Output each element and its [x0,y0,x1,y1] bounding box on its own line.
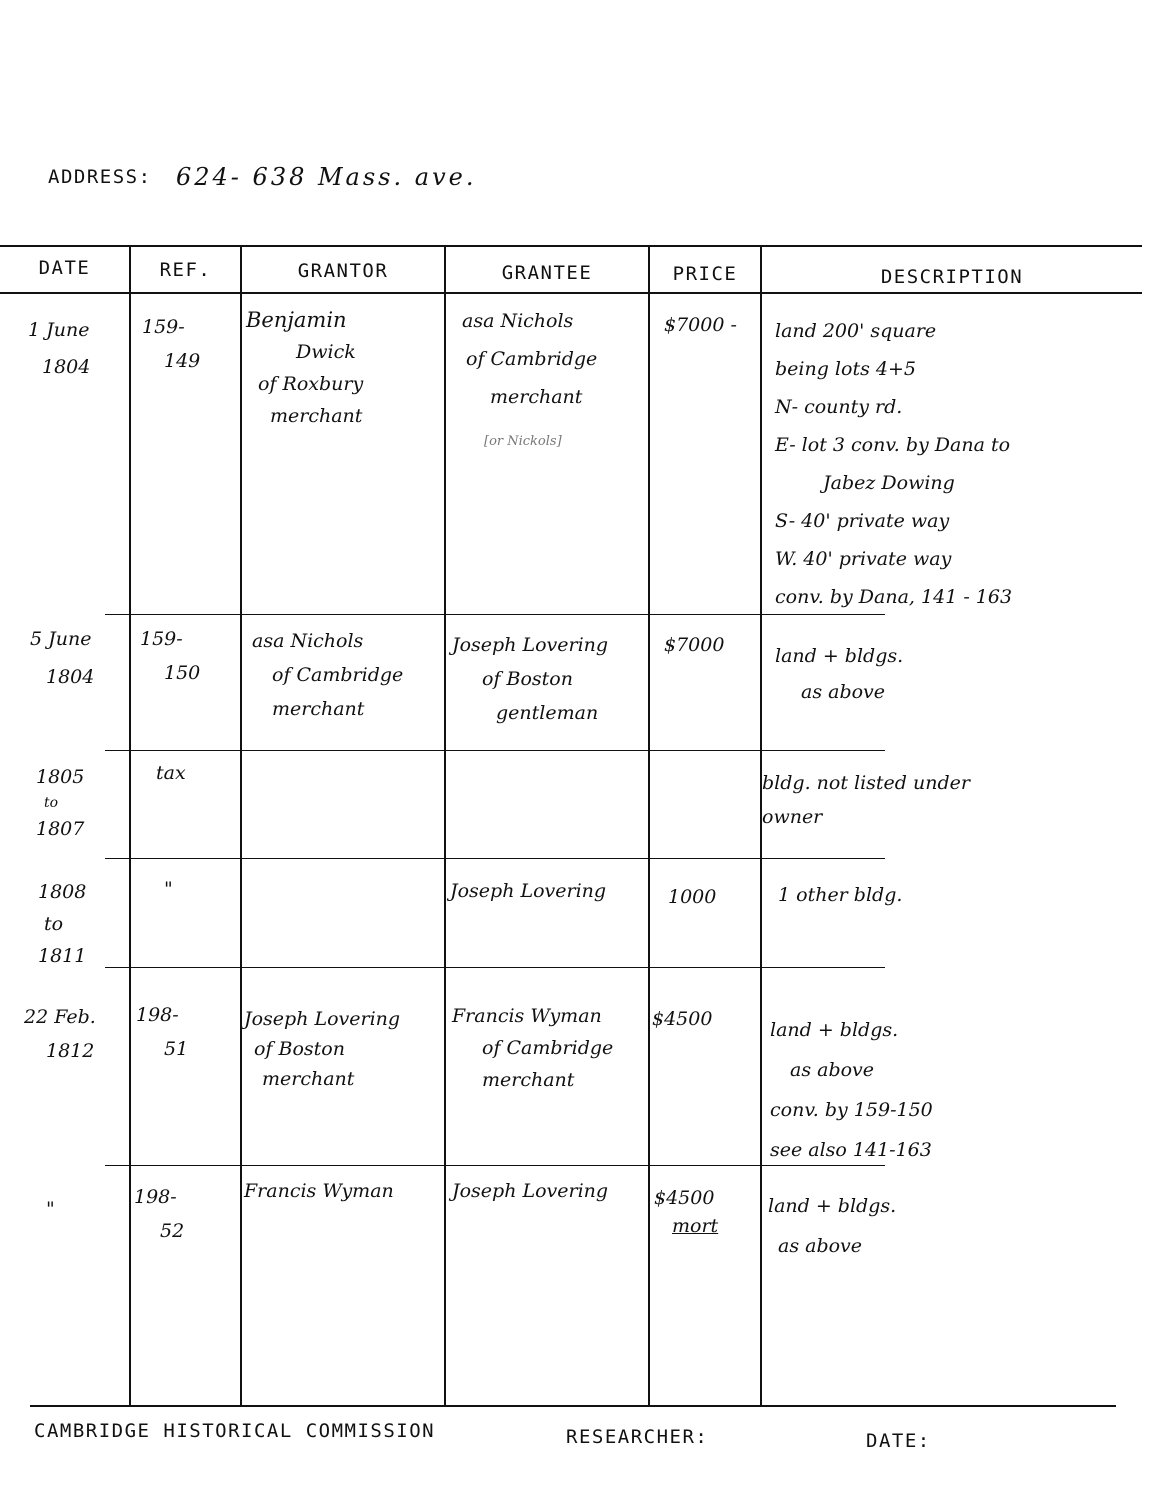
column-header-grantor: GRANTOR [297,260,389,282]
table-row-description: land 200' square being lots 4+5 N- county rd. E- lot 3 conv. by Dana to Jabez Dowing S- 40' private way W. 40' private way conv. by Dana, 141 - 163 [775,320,1013,608]
column-header-ref: REF. [159,259,212,281]
table-row-description: land + bldgs. as above [768,1195,897,1257]
column-divider [129,245,131,1405]
table-row-date: 5 June 1804 [30,628,95,688]
table-row-ref: tax [156,762,186,784]
table-row-date: 1805 to 1807 [36,766,85,840]
footer-commission: CAMBRIDGE HISTORICAL COMMISSION [34,1420,436,1442]
table-row-grantee: Francis Wyman of Cambridge merchant [452,1005,614,1091]
table-row-grantor: Benjamin Dwick of Roxbury merchant [246,308,364,427]
table-row-description: land + bldgs. as above conv. by 159-150 see also 141-163 [770,1019,933,1161]
table-row-price: 1000 [668,886,717,908]
table-bottom-border [30,1405,1116,1407]
header-bottom-border [0,292,1142,294]
table-row-grantee: Joseph Lovering of Boston gentleman [452,634,609,724]
table-row-ref: 159- 150 [140,628,201,684]
table-row-ref: 159- 149 [142,316,201,372]
column-divider [444,245,446,1405]
table-row-grantor: Joseph Lovering of Boston merchant [244,1008,401,1090]
row-separator [105,1165,885,1166]
footer-date-label: DATE: [866,1430,931,1452]
column-divider [240,245,242,1405]
column-header-grantee: GRANTEE [501,262,593,284]
table-row-ref: 198- 51 [136,1004,189,1060]
row-separator [105,967,885,968]
table-top-border [0,245,1142,247]
table-row-date: " [46,1198,55,1220]
column-header-description: DESCRIPTION [880,266,1024,288]
column-header-date: DATE [38,257,91,279]
table-row-description: bldg. not listed under owner [762,772,970,828]
table-row-grantee: Joseph Lovering [452,1180,609,1202]
table-row-description: land + bldgs. as above [775,645,904,703]
table-row-grantor: asa Nichols of Cambridge merchant [252,630,404,720]
table-row-ref: 198- 52 [134,1186,185,1242]
row-separator [105,750,885,751]
address-label: ADDRESS: [48,166,152,188]
table-row-date: 1808 to 1811 [38,881,87,967]
table-row-price: $7000 [664,634,725,656]
table-row-price: $7000 - [664,314,737,336]
table-row-date: 22 Feb. 1812 [24,1006,96,1062]
table-row-date: 1 June 1804 [28,319,91,378]
table-row-price: $4500 [652,1008,713,1030]
row-separator [105,614,885,615]
table-row-description: 1 other bldg. [778,884,903,906]
grantee-note: [or Nickols] [484,434,562,449]
table-row-grantee: Joseph Lovering [450,880,607,902]
table-row-grantor: Francis Wyman [244,1180,394,1202]
column-header-price: PRICE [672,263,738,285]
table-row-price: $4500 mort [654,1187,719,1237]
footer-researcher-label: RESEARCHER: [566,1426,709,1448]
table-row-grantee: asa Nichols of Cambridge merchant [462,310,598,408]
row-separator [105,858,885,859]
address-value: 624- 638 Mass. ave. [176,163,477,191]
table-row-ref: " [164,878,173,900]
column-divider [648,245,650,1405]
